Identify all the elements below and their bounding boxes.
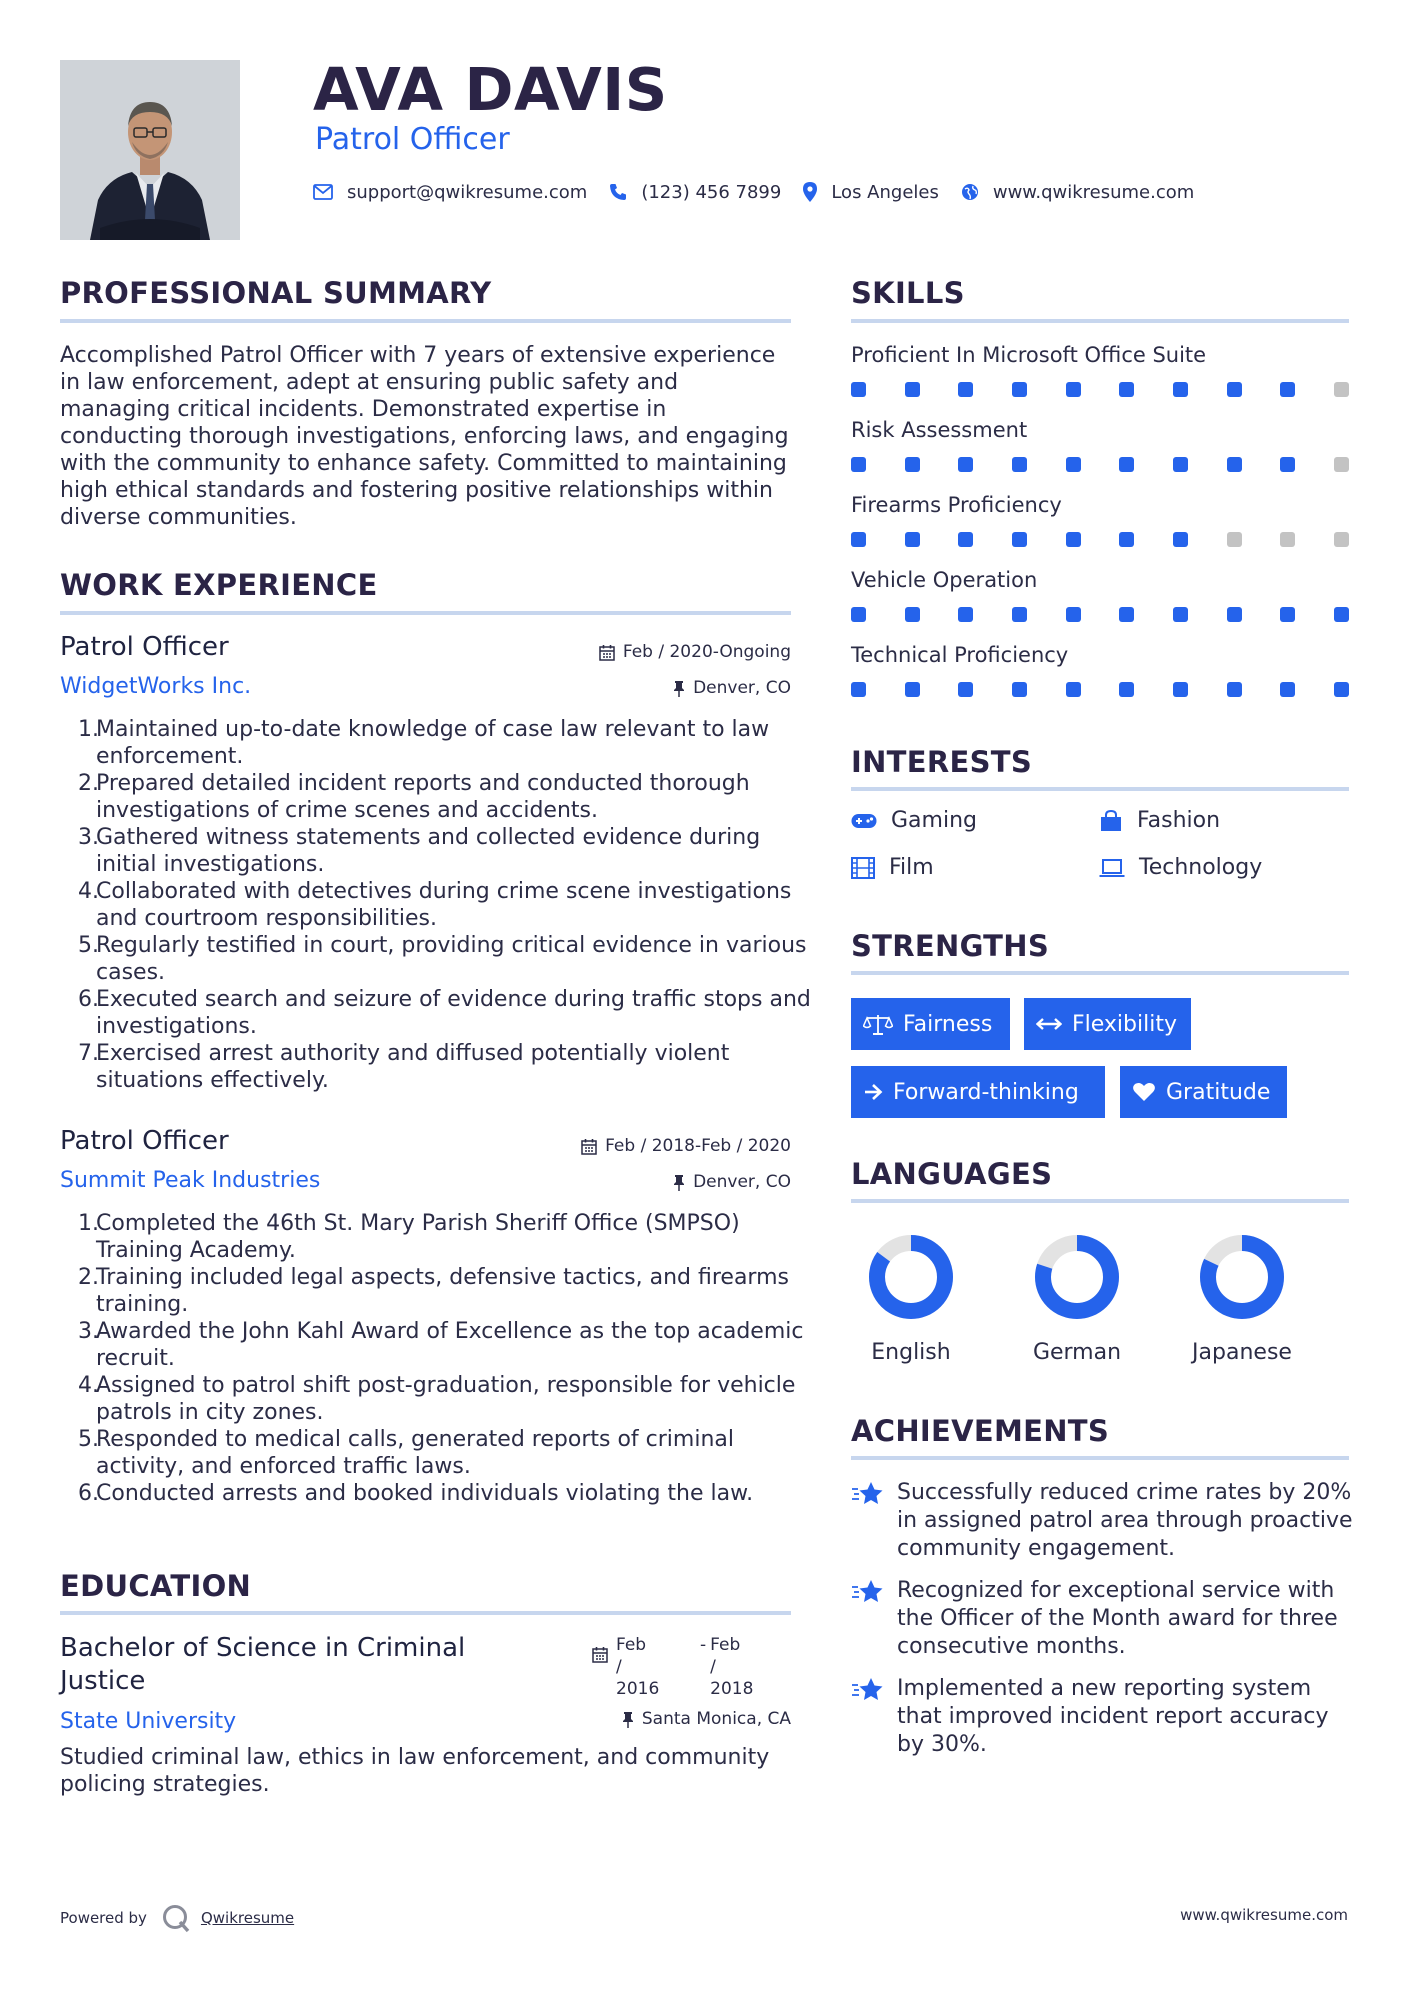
globe-icon xyxy=(961,183,979,201)
language-name: English xyxy=(871,1340,951,1365)
candidate-role: Patrol Officer xyxy=(315,122,510,157)
list-item: Gathered witness statements and collected evidence during initial investigations. xyxy=(96,825,761,877)
strength-label: Flexibility xyxy=(1072,1011,1177,1037)
achievement-item xyxy=(851,1675,1361,1759)
language-name: Japanese xyxy=(1192,1340,1292,1365)
company-name: Summit Peak Industries xyxy=(60,1168,321,1193)
pin-icon xyxy=(622,1711,634,1728)
profile-photo xyxy=(60,60,240,240)
interest-item xyxy=(1099,808,1220,833)
list-item: Responded to medical calls, generated reports of criminal activity, and enforced traffic laws. xyxy=(96,1427,734,1479)
contact-website[interactable] xyxy=(961,182,1194,203)
skill-name: Risk Assessment xyxy=(851,418,1028,442)
heart-icon xyxy=(1132,1082,1156,1102)
education-location xyxy=(622,1709,791,1729)
phone-text: (123) 456 7899 xyxy=(641,181,782,203)
envelope-icon xyxy=(313,184,333,200)
interests-heading: INTERESTS xyxy=(851,745,1033,779)
rating-dot-filled xyxy=(1334,682,1349,697)
footer-powered-by xyxy=(60,1903,294,1933)
star-icon xyxy=(851,1481,885,1507)
rating-dot-filled xyxy=(851,382,866,397)
rating-dot-filled xyxy=(851,682,866,697)
language-item xyxy=(851,1232,971,1365)
achievement-text: Successfully reduced crime rates by 20% in assigned patrol area through proactive community engagement. xyxy=(897,1480,1353,1561)
rating-dot-empty xyxy=(1334,382,1349,397)
rating-dot-filled xyxy=(1280,607,1295,622)
rating-dot-filled xyxy=(1066,532,1081,547)
rating-dot-filled xyxy=(1066,382,1081,397)
rating-dot-filled xyxy=(958,382,973,397)
section-divider xyxy=(60,319,791,323)
rating-dot-filled xyxy=(1280,682,1295,697)
contact-phone[interactable] xyxy=(609,182,781,203)
rating-dot-filled xyxy=(1280,382,1295,397)
rating-dot-filled xyxy=(1227,607,1242,622)
job-dates-text: Feb / 2020-Ongoing xyxy=(622,642,791,662)
contact-bar xyxy=(313,178,1216,206)
rating-dot-filled xyxy=(1066,607,1081,622)
rating-dot-filled xyxy=(1334,607,1349,622)
rating-dot-filled xyxy=(1173,382,1188,397)
interest-item xyxy=(851,855,934,880)
rating-dot-filled xyxy=(1119,532,1134,547)
rating-dot-filled xyxy=(851,532,866,547)
email-text: support@qwikresume.com xyxy=(347,181,588,203)
brand-link[interactable]: Qwikresume xyxy=(200,1909,295,1927)
list-item: Prepared detailed incident reports and conducted thorough investigations of crime scenes and accidents. xyxy=(96,771,750,823)
gamepad-icon xyxy=(851,813,877,829)
job-duties-list xyxy=(78,1210,823,1507)
strength-tag xyxy=(851,1066,1105,1118)
job-location-text: Denver, CO xyxy=(693,678,791,698)
pin-icon xyxy=(673,1174,685,1191)
rating-dot-filled xyxy=(1012,532,1027,547)
interest-item xyxy=(1099,855,1262,880)
rating-dot-filled xyxy=(1119,457,1134,472)
list-item: Executed search and seizure of evidence during traffic stops and investigations. xyxy=(96,987,811,1039)
strength-label: Fairness xyxy=(903,1011,993,1037)
rating-dot-filled xyxy=(958,457,973,472)
arrow-right-icon xyxy=(863,1083,883,1101)
job-dates-text: Feb / 2018-Feb / 2020 xyxy=(605,1136,791,1156)
rating-dot-filled xyxy=(958,682,973,697)
skill-name: Vehicle Operation xyxy=(851,568,1038,592)
contact-location xyxy=(803,182,939,203)
website-text: www.qwikresume.com xyxy=(992,181,1195,203)
skill-rating xyxy=(851,607,1349,623)
education-dates xyxy=(592,1634,770,1700)
rating-dot-empty xyxy=(1334,532,1349,547)
strength-tag xyxy=(1120,1066,1287,1118)
language-item xyxy=(1017,1232,1137,1365)
achievement-item xyxy=(851,1577,1361,1661)
rating-dot-filled xyxy=(1119,682,1134,697)
job-location-text: Denver, CO xyxy=(693,1172,791,1192)
rating-dot-filled xyxy=(1227,682,1242,697)
list-item: Assigned to patrol shift post-graduation, responsible for vehicle patrols in city zones. xyxy=(96,1373,796,1425)
language-donut xyxy=(1197,1232,1287,1322)
list-item: Collaborated with detectives during crime scene investigations and courtroom responsibilities. xyxy=(96,879,792,931)
interest-item xyxy=(851,808,977,833)
qwikresume-logo-icon xyxy=(161,1903,191,1933)
rating-dot-filled xyxy=(1012,682,1027,697)
rating-dot-filled xyxy=(1173,682,1188,697)
rating-dot-filled xyxy=(1012,607,1027,622)
star-icon xyxy=(851,1579,885,1605)
star-icon xyxy=(851,1677,885,1703)
list-item: Maintained up-to-date knowledge of case law relevant to law enforcement. xyxy=(96,717,770,769)
list-item: Conducted arrests and booked individuals violating the law. xyxy=(96,1481,754,1506)
languages-heading: LANGUAGES xyxy=(851,1157,1053,1191)
section-divider xyxy=(60,611,791,615)
strengths-heading: STRENGTHS xyxy=(851,929,1050,963)
education-end: Feb / 2018 xyxy=(710,1635,754,1699)
job-dates xyxy=(581,1136,791,1156)
rating-dot-filled xyxy=(905,607,920,622)
list-item: Exercised arrest authority and diffused potentially violent situations effectively. xyxy=(96,1041,730,1093)
language-donut xyxy=(866,1232,956,1322)
achievement-text: Recognized for exceptional service with the Officer of the Month award for three consecutive months. xyxy=(897,1578,1338,1659)
skill-rating xyxy=(851,532,1349,548)
achievements-heading: ACHIEVEMENTS xyxy=(851,1414,1110,1448)
rating-dot-filled xyxy=(1012,457,1027,472)
job-dates xyxy=(599,642,791,662)
rating-dot-filled xyxy=(1012,382,1027,397)
arrows-horizontal-icon xyxy=(1036,1017,1062,1031)
education-start: Feb / 2016 xyxy=(616,1635,660,1699)
education-description: Studied criminal law, ethics in law enforcement, and community policing strategies. xyxy=(60,1745,770,1797)
interest-label: Gaming xyxy=(891,808,977,833)
rating-dot-filled xyxy=(958,532,973,547)
rating-dot-filled xyxy=(905,682,920,697)
rating-dot-filled xyxy=(1227,457,1242,472)
strength-tag xyxy=(851,998,1010,1050)
section-divider xyxy=(851,319,1349,323)
job-location xyxy=(673,678,791,698)
school-name: State University xyxy=(60,1709,237,1734)
job-title: Patrol Officer xyxy=(60,1126,229,1156)
contact-email[interactable] xyxy=(313,182,587,203)
rating-dot-filled xyxy=(958,607,973,622)
location-text: Los Angeles xyxy=(831,181,939,203)
company-name: WidgetWorks Inc. xyxy=(60,674,252,699)
skill-name: Technical Proficiency xyxy=(851,643,1069,667)
section-divider xyxy=(851,1456,1349,1460)
calendar-icon xyxy=(581,1138,597,1155)
map-marker-icon xyxy=(803,182,817,202)
list-item: Awarded the John Kahl Award of Excellence as the top academic recruit. xyxy=(96,1319,804,1371)
language-name: German xyxy=(1032,1340,1122,1365)
summary-heading: PROFESSIONAL SUMMARY xyxy=(60,276,492,310)
rating-dot-filled xyxy=(1066,682,1081,697)
film-icon xyxy=(851,857,875,879)
rating-dot-filled xyxy=(1173,607,1188,622)
date-separator: - xyxy=(700,1635,707,1655)
rating-dot-filled xyxy=(1227,382,1242,397)
rating-dot-filled xyxy=(1119,382,1134,397)
rating-dot-filled xyxy=(1173,532,1188,547)
strength-label: Forward-thinking xyxy=(893,1079,1079,1105)
language-item xyxy=(1182,1232,1302,1365)
job-duties-list xyxy=(78,716,823,1094)
summary-text: Accomplished Patrol Officer with 7 years of extensive experience in law enforcement, adept at ensuring public safety and managing critical incidents. Demonstrated expertise in conducting thorough investigations, enforcing laws, and engaging with the community to enhance safety. Committed to maintaining high ethical standards and fostering positive relationships within diverse communities. xyxy=(60,343,789,530)
education-heading: EDUCATION xyxy=(60,1569,252,1603)
skill-rating xyxy=(851,682,1349,698)
skill-rating xyxy=(851,382,1349,398)
laptop-icon xyxy=(1099,858,1125,878)
skill-name: Proficient In Microsoft Office Suite xyxy=(851,343,1207,367)
job-title: Patrol Officer xyxy=(60,632,229,662)
rating-dot-filled xyxy=(905,457,920,472)
rating-dot-empty xyxy=(1334,457,1349,472)
achievement-text: Implemented a new reporting system that improved incident report accuracy by 30%. xyxy=(897,1676,1329,1757)
list-item: Completed the 46th St. Mary Parish Sheriff Office (SMPSO) Training Academy. xyxy=(96,1211,740,1263)
achievement-item xyxy=(851,1479,1361,1563)
degree-title: Bachelor of Science in Criminal Justice xyxy=(60,1633,466,1696)
powered-by-text: Powered by xyxy=(60,1909,147,1927)
section-divider xyxy=(851,1199,1349,1203)
rating-dot-filled xyxy=(905,532,920,547)
pin-icon xyxy=(673,680,685,697)
interest-label: Film xyxy=(889,855,934,880)
rating-dot-filled xyxy=(1066,457,1081,472)
rating-dot-filled xyxy=(851,457,866,472)
skills-heading: SKILLS xyxy=(851,276,965,310)
section-divider xyxy=(851,787,1349,791)
rating-dot-empty xyxy=(1280,532,1295,547)
rating-dot-filled xyxy=(851,607,866,622)
interest-label: Technology xyxy=(1139,855,1263,880)
strength-tag xyxy=(1024,998,1191,1050)
language-donut xyxy=(1032,1232,1122,1322)
job-location xyxy=(673,1172,791,1192)
rating-dot-empty xyxy=(1227,532,1242,547)
interest-label: Fashion xyxy=(1137,808,1221,833)
skill-rating xyxy=(851,457,1349,473)
footer-website[interactable]: www.qwikresume.com xyxy=(1180,1906,1348,1924)
rating-dot-filled xyxy=(1119,607,1134,622)
phone-icon xyxy=(609,183,627,201)
list-item: Regularly testified in court, providing critical evidence in various cases. xyxy=(96,933,807,985)
calendar-icon xyxy=(599,644,615,661)
rating-dot-filled xyxy=(1173,457,1188,472)
strength-label: Gratitude xyxy=(1166,1079,1271,1105)
shopping-bag-icon xyxy=(1099,810,1123,832)
education-location-text: Santa Monica, CA xyxy=(641,1709,791,1729)
rating-dot-filled xyxy=(1280,457,1295,472)
balance-scale-icon xyxy=(863,1013,893,1035)
candidate-name: AVA DAVIS xyxy=(313,55,668,124)
section-divider xyxy=(60,1611,791,1615)
list-item: Training included legal aspects, defensive tactics, and firearms training. xyxy=(96,1265,789,1317)
skill-name: Firearms Proficiency xyxy=(851,493,1062,517)
experience-heading: WORK EXPERIENCE xyxy=(60,568,378,602)
rating-dot-filled xyxy=(905,382,920,397)
calendar-icon xyxy=(592,1646,608,1663)
section-divider xyxy=(851,971,1349,975)
